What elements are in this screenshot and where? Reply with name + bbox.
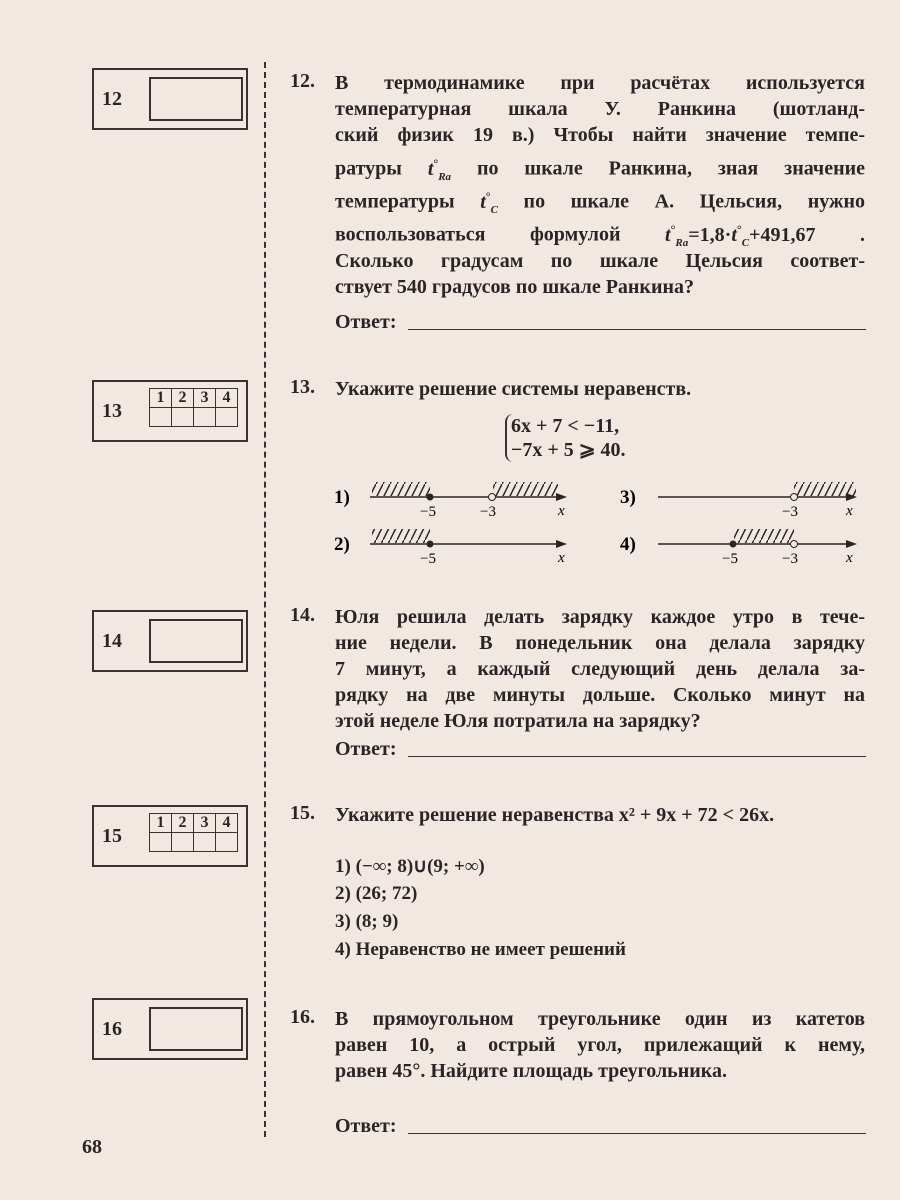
answer-grid[interactable] <box>149 813 238 852</box>
grid-header: 3 <box>194 814 216 833</box>
option-label: 4) <box>620 534 636 555</box>
task16-line: равен 10, а острый угол, прилежащий к нему, <box>335 1034 865 1056</box>
box-number: 12 <box>102 88 122 110</box>
answer-cell[interactable] <box>149 1007 243 1051</box>
answer-input-14[interactable] <box>408 756 866 757</box>
open-point <box>791 494 798 501</box>
task12-line: температурная шкала У. Ранкина (шотланд- <box>335 98 865 120</box>
hatch <box>493 482 558 496</box>
task12-line: ский физик 19 в.) Чтобы найти значение темпе- <box>335 124 865 146</box>
answer-input-12[interactable] <box>408 329 866 330</box>
axis-label: x <box>846 503 853 519</box>
grid-cell[interactable] <box>216 833 238 852</box>
arrow-icon <box>556 493 567 501</box>
text: по шкале Ранкина, зная значение <box>476 157 865 180</box>
task13-title: Укажите решение системы неравенств. <box>335 378 692 400</box>
task14-line: 7 минут, а каждый следующий день делала за- <box>335 658 865 680</box>
answer-cell[interactable] <box>149 77 243 121</box>
closed-point <box>730 541 737 548</box>
option-label: 1) <box>334 487 350 508</box>
task-number-16: 16. <box>290 1006 315 1028</box>
closed-point <box>427 494 434 501</box>
option-label: 2) <box>334 534 350 555</box>
task14-line: рядку на две минуты дольше. Сколько минут на <box>335 684 865 706</box>
grid-header: 1 <box>150 814 172 833</box>
task-number-13: 13. <box>290 376 315 398</box>
answer-box-15[interactable] <box>92 805 248 867</box>
answer-label: Ответ: <box>335 1115 397 1137</box>
tick-label: −5 <box>420 551 436 567</box>
grid-header: 1 <box>150 389 172 408</box>
arrow-icon <box>846 540 857 548</box>
task16-line: равен 45°. Найдите площадь треугольника. <box>335 1060 728 1082</box>
answer-label: Ответ: <box>335 738 397 760</box>
text: воспользоваться формулой <box>335 223 621 246</box>
option-2[interactable] <box>334 529 567 567</box>
grid-cell[interactable] <box>172 833 194 852</box>
answer-input-16[interactable] <box>408 1133 866 1134</box>
grid-header: 2 <box>172 389 194 408</box>
option-2[interactable]: 2) (26; 72) <box>335 883 418 904</box>
answer-grid[interactable] <box>149 388 238 427</box>
closed-point <box>427 541 434 548</box>
grid-header: 4 <box>216 814 238 833</box>
task14-line: ние недели. В понедельник она делала зарядку <box>335 632 865 654</box>
box-number: 13 <box>102 400 122 422</box>
option-4[interactable] <box>620 529 857 567</box>
open-point <box>791 541 798 548</box>
task-number-14: 14. <box>290 604 315 626</box>
option-4[interactable]: 4) Неравенство не имеет решений <box>335 939 626 960</box>
inequality: −7x + 5 ⩾ 40. <box>511 439 626 461</box>
axis-label: x <box>558 503 565 519</box>
task-number-12: 12. <box>290 70 315 92</box>
answer-cell[interactable] <box>149 619 243 663</box>
open-point <box>489 494 496 501</box>
axis-label: x <box>558 550 565 566</box>
hatch <box>372 529 430 543</box>
option-1[interactable] <box>334 482 567 520</box>
tick-label: −5 <box>722 551 738 567</box>
task-number-15: 15. <box>290 802 315 824</box>
option-1[interactable]: 1) (−∞; 8)∪(9; +∞) <box>335 856 485 877</box>
inequality-system <box>505 414 626 462</box>
task16-line: В прямоугольном треугольнике один из катетов <box>335 1008 865 1030</box>
box-number: 16 <box>102 1018 122 1040</box>
cut-line-divider <box>264 62 266 1137</box>
box-number: 15 <box>102 825 122 847</box>
grid-cell[interactable] <box>150 833 172 852</box>
hatch <box>372 482 430 496</box>
grid-cell[interactable] <box>150 408 172 427</box>
option-3[interactable]: 3) (8; 9) <box>335 911 399 932</box>
task12-line: В термодинамике при расчётах используется <box>335 72 865 94</box>
text: ратуры <box>335 157 402 180</box>
inequality: 6x + 7 < −11, <box>511 415 620 437</box>
task12-line: Сколько градусам по шкале Цельсия соответ- <box>335 250 865 272</box>
option-3[interactable] <box>620 482 857 520</box>
tick-label: −5 <box>420 504 436 520</box>
hatch <box>734 529 794 543</box>
option-label: 3) <box>620 487 636 508</box>
grid-cell[interactable] <box>172 408 194 427</box>
text: температуры <box>335 190 455 213</box>
grid-cell[interactable] <box>194 833 216 852</box>
task12-line: ствует 540 градусов по шкале Ранкина? <box>335 276 695 298</box>
page-number: 68 <box>82 1136 102 1158</box>
answer-box-13[interactable] <box>92 380 248 442</box>
answer-label: Ответ: <box>335 311 397 333</box>
t-celsius: $t^\circ_C$ <box>480 189 498 216</box>
t-rankine: $t^\circ_{Ra}$ <box>427 156 452 183</box>
tick-label: −3 <box>782 551 798 567</box>
tick-label: −3 <box>782 504 798 520</box>
answer-box-14[interactable] <box>92 610 248 672</box>
axis-label: x <box>846 550 853 566</box>
task14-line: Юля решила делать зарядку каждое утро в тече- <box>335 606 865 628</box>
arrow-icon <box>556 540 567 548</box>
box-number: 14 <box>102 630 122 652</box>
task15-title: Укажите решение неравенства x² + 9x + 72 < 26x. <box>335 804 775 826</box>
tick-label: −3 <box>480 504 496 520</box>
grid-cell[interactable] <box>216 408 238 427</box>
text: по шкале А. Цельсия, нужно <box>523 190 865 213</box>
grid-cell[interactable] <box>194 408 216 427</box>
number-line-options <box>320 470 880 580</box>
answer-box-12[interactable] <box>92 68 248 130</box>
rankine-formula: $t^\circ_{Ra}=1,8\cdot t^\circ_C+491,67$ . <box>665 222 865 249</box>
grid-header: 3 <box>194 389 216 408</box>
grid-header: 4 <box>216 389 238 408</box>
grid-header: 2 <box>172 814 194 833</box>
answer-box-16[interactable] <box>92 998 248 1060</box>
task14-line: этой неделе Юля потратила на зарядку? <box>335 710 701 732</box>
